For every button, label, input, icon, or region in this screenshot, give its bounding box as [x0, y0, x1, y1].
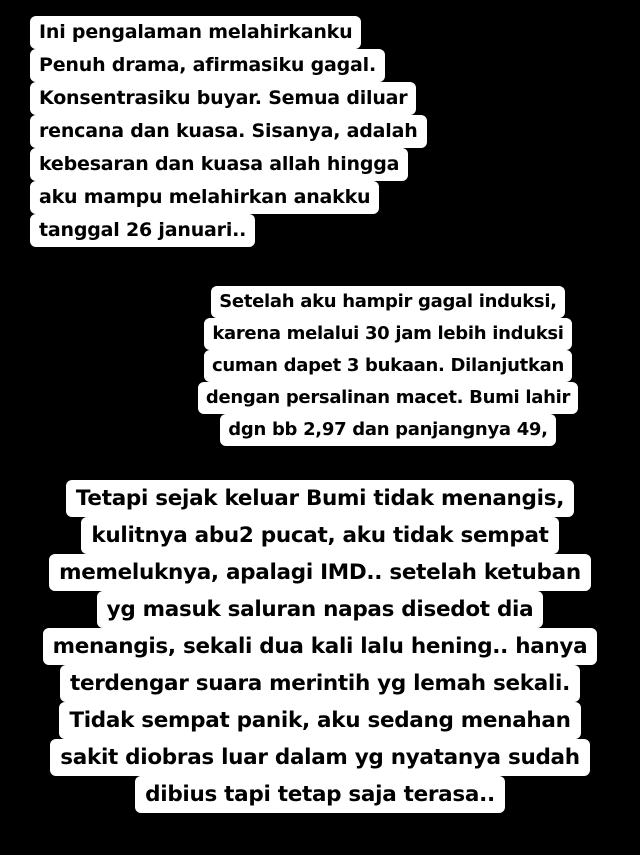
story-text-block-2 — [170, 286, 606, 446]
text-line: yg masuk saluran napas disedot dia — [97, 591, 544, 628]
text-line: karena melalui 30 jam lebih induksi — [204, 318, 571, 350]
text-line: terdengar suara merintih yg lemah sekali. — [60, 665, 580, 702]
text-line: menangis, sekali dua kali lalu hening.. hanya — [43, 628, 598, 665]
text-line: tanggal 26 januari.. — [30, 214, 255, 247]
text-line: dgn bb 2,97 dan panjangnya 49, — [220, 414, 555, 446]
text-line: aku mampu melahirkan anakku — [30, 181, 379, 214]
text-line: dengan persalinan macet. Bumi lahir — [198, 382, 578, 414]
story-text-block-1 — [30, 16, 427, 247]
story-text-block-3 — [20, 480, 620, 813]
text-line: kulitnya abu2 pucat, aku tidak sempat — [81, 517, 558, 554]
text-line: sakit diobras luar dalam yg nyatanya sudah — [50, 739, 590, 776]
text-line: rencana dan kuasa. Sisanya, adalah — [30, 115, 427, 148]
text-line: Tidak sempat panik, aku sedang menahan — [59, 702, 580, 739]
text-line: Tetapi sejak keluar Bumi tidak menangis, — [66, 480, 574, 517]
text-line: kebesaran dan kuasa allah hingga — [30, 148, 408, 181]
text-line: dibius tapi tetap saja terasa.. — [135, 776, 505, 813]
text-line: cuman dapet 3 bukaan. Dilanjutkan — [204, 350, 572, 382]
text-line: Penuh drama, afirmasiku gagal. — [30, 49, 385, 82]
text-line: memeluknya, apalagi IMD.. setelah ketuban — [49, 554, 591, 591]
text-line: Konsentrasiku buyar. Semua diluar — [30, 82, 416, 115]
text-line: Ini pengalaman melahirkanku — [30, 16, 361, 49]
text-line: Setelah aku hampir gagal induksi, — [211, 286, 564, 318]
